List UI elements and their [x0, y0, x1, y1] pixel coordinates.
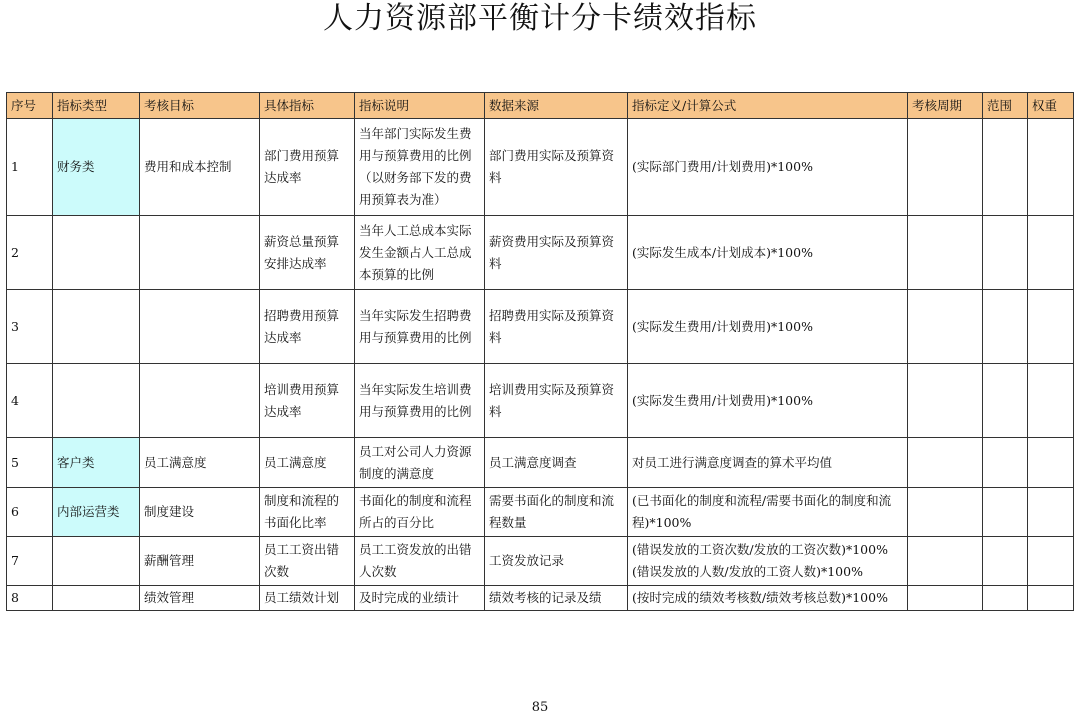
- cell-period: [908, 119, 983, 216]
- table-row: [7, 488, 1074, 537]
- cell-scope: [983, 216, 1028, 290]
- cell-indicator-description: 当年实际发生招聘费用与预算费用的比例: [355, 290, 485, 364]
- cell-weight: [1028, 586, 1074, 611]
- cell-formula: 对员工进行满意度调查的算术平均值: [628, 438, 908, 488]
- cell-index: 1: [7, 119, 53, 216]
- header-objective: 考核目标: [140, 93, 260, 119]
- cell-index: 3: [7, 290, 53, 364]
- cell-index: 7: [7, 537, 53, 586]
- header-specific-indicator: 具体指标: [260, 93, 355, 119]
- cell-weight: [1028, 537, 1074, 586]
- header-indicator-description: 指标说明: [355, 93, 485, 119]
- cell-indicator-description: 书面化的制度和流程所占的百分比: [355, 488, 485, 537]
- cell-formula: (按时完成的绩效考核数/绩效考核总数)*100%: [628, 586, 908, 611]
- table-row: [7, 119, 1074, 216]
- cell-formula: (实际部门费用/计划费用)*100%: [628, 119, 908, 216]
- table-row: [7, 290, 1074, 364]
- cell-indicator-description: 及时完成的业绩计: [355, 586, 485, 611]
- cell-objective: 薪酬管理: [140, 537, 260, 586]
- header-weight: 权重: [1028, 93, 1074, 119]
- cell-indicator-type: 财务类: [53, 119, 140, 216]
- cell-indicator-type: [53, 216, 140, 290]
- page-number: 85: [531, 700, 549, 715]
- cell-data-source: 需要书面化的制度和流程数量: [485, 488, 628, 537]
- cell-indicator-type: [53, 586, 140, 611]
- cell-index: 4: [7, 364, 53, 438]
- cell-data-source: 员工满意度调查: [485, 438, 628, 488]
- cell-scope: [983, 488, 1028, 537]
- cell-weight: [1028, 216, 1074, 290]
- cell-index: 2: [7, 216, 53, 290]
- table-row: [7, 438, 1074, 488]
- cell-period: [908, 438, 983, 488]
- cell-specific-indicator: 招聘费用预算达成率: [260, 290, 355, 364]
- cell-indicator-description: 员工对公司人力资源制度的满意度: [355, 438, 485, 488]
- cell-weight: [1028, 438, 1074, 488]
- cell-period: [908, 537, 983, 586]
- cell-specific-indicator: 薪资总量预算安排达成率: [260, 216, 355, 290]
- cell-specific-indicator: 制度和流程的书面化比率: [260, 488, 355, 537]
- cell-data-source: 薪资费用实际及预算资料: [485, 216, 628, 290]
- cell-specific-indicator: 员工绩效计划: [260, 586, 355, 611]
- header-data-source: 数据来源: [485, 93, 628, 119]
- table-row: [7, 537, 1074, 586]
- cell-scope: [983, 290, 1028, 364]
- table-header-row: [7, 93, 1074, 119]
- cell-weight: [1028, 488, 1074, 537]
- cell-indicator-type: 内部运营类: [53, 488, 140, 537]
- cell-objective: [140, 364, 260, 438]
- cell-objective: 绩效管理: [140, 586, 260, 611]
- cell-objective: [140, 290, 260, 364]
- cell-scope: [983, 364, 1028, 438]
- cell-scope: [983, 586, 1028, 611]
- page-title: 人力资源部平衡计分卡绩效指标: [323, 1, 757, 36]
- cell-indicator-description: 当年实际发生培训费用与预算费用的比例: [355, 364, 485, 438]
- cell-index: 8: [7, 586, 53, 611]
- header-formula: 指标定义/计算公式: [628, 93, 908, 119]
- table-row: [7, 586, 1074, 611]
- cell-specific-indicator: 员工满意度: [260, 438, 355, 488]
- cell-indicator-type: [53, 290, 140, 364]
- cell-index: 5: [7, 438, 53, 488]
- cell-data-source: 招聘费用实际及预算资料: [485, 290, 628, 364]
- cell-indicator-description: 员工工资发放的出错人次数: [355, 537, 485, 586]
- cell-scope: [983, 537, 1028, 586]
- cell-scope: [983, 119, 1028, 216]
- cell-objective: [140, 216, 260, 290]
- cell-specific-indicator: 部门费用预算达成率: [260, 119, 355, 216]
- table-row: [7, 364, 1074, 438]
- cell-indicator-type: [53, 537, 140, 586]
- cell-weight: [1028, 364, 1074, 438]
- table-row: [7, 216, 1074, 290]
- cell-objective: 制度建设: [140, 488, 260, 537]
- cell-data-source: 工资发放记录: [485, 537, 628, 586]
- header-index: 序号: [7, 93, 53, 119]
- cell-formula: (已书面化的制度和流程/需要书面化的制度和流程)*100%: [628, 488, 908, 537]
- cell-objective: 员工满意度: [140, 438, 260, 488]
- cell-objective: 费用和成本控制: [140, 119, 260, 216]
- cell-weight: [1028, 119, 1074, 216]
- cell-data-source: 培训费用实际及预算资料: [485, 364, 628, 438]
- cell-period: [908, 290, 983, 364]
- cell-data-source: 部门费用实际及预算资料: [485, 119, 628, 216]
- kpi-table: [6, 92, 1074, 611]
- cell-indicator-description: 当年人工总成本实际发生金额占人工总成本预算的比例: [355, 216, 485, 290]
- cell-period: [908, 216, 983, 290]
- header-scope: 范围: [983, 93, 1028, 119]
- cell-formula: (实际发生费用/计划费用)*100%: [628, 364, 908, 438]
- cell-specific-indicator: 培训费用预算达成率: [260, 364, 355, 438]
- header-indicator-type: 指标类型: [53, 93, 140, 119]
- header-period: 考核周期: [908, 93, 983, 119]
- cell-formula: (实际发生成本/计划成本)*100%: [628, 216, 908, 290]
- cell-period: [908, 488, 983, 537]
- cell-period: [908, 364, 983, 438]
- cell-data-source: 绩效考核的记录及绩: [485, 586, 628, 611]
- cell-index: 6: [7, 488, 53, 537]
- cell-indicator-description: 当年部门实际发生费用与预算费用的比例（以财务部下发的费用预算表为准）: [355, 119, 485, 216]
- cell-scope: [983, 438, 1028, 488]
- cell-period: [908, 586, 983, 611]
- cell-indicator-type: [53, 364, 140, 438]
- cell-specific-indicator: 员工工资出错次数: [260, 537, 355, 586]
- cell-formula: (错误发放的工资次数/发放的工资次数)*100% (错误发放的人数/发放的工资人数)*100%: [628, 537, 908, 586]
- cell-formula: (实际发生费用/计划费用)*100%: [628, 290, 908, 364]
- cell-weight: [1028, 290, 1074, 364]
- cell-indicator-type: 客户类: [53, 438, 140, 488]
